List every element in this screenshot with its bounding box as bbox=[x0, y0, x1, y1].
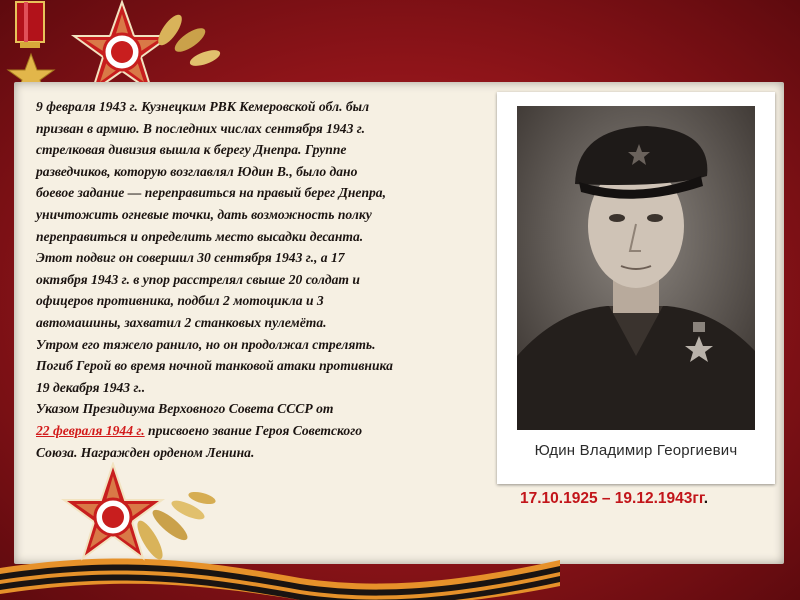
award-date-link[interactable]: 22 февраля 1944 г. bbox=[36, 422, 145, 438]
biography-text bbox=[36, 96, 506, 463]
story-line: призван в армию. В последних числах сентября 1943 г. bbox=[36, 120, 365, 136]
laurel-leaves-bottom-icon bbox=[130, 470, 220, 560]
story-line: боевое задание — переправиться на правый берег Днепра, bbox=[36, 185, 387, 201]
portrait-photo bbox=[517, 106, 755, 430]
lifespan-text: 17.10.1925 – 19.12.1943гг bbox=[520, 490, 704, 507]
story-line: Этот подвиг он совершил 30 сентября 1943 г., а 17 bbox=[36, 250, 345, 266]
story-line: стрелковая дивизия вышла к берегу Днепра. Группе bbox=[36, 142, 347, 158]
story-line: 19 декабря 1943 г.. bbox=[36, 379, 146, 395]
award-rest-text: присвоено звание Героя Советского bbox=[144, 422, 363, 438]
laurel-leaves-icon bbox=[150, 10, 230, 80]
story-line: переправиться и определить место высадки десанта. bbox=[36, 228, 364, 244]
story-line: автомашины, захватил 2 станковых пулемёта. bbox=[36, 314, 327, 330]
portrait-frame bbox=[497, 92, 775, 484]
story-line: уничтожить огневые точки, дать возможность полку bbox=[36, 206, 372, 222]
soldier-portrait-icon bbox=[517, 106, 755, 430]
story-line: Утром его тяжело ранило, но он продолжал стрелять. bbox=[36, 336, 376, 352]
portrait-caption: Юдин Владимир Георгиевич bbox=[534, 442, 738, 459]
award-line bbox=[36, 420, 506, 442]
story-line: Союза. Награжден орденом Ленина. bbox=[36, 444, 255, 460]
story-line: офицеров противника, подбил 2 мотоцикла и 3 bbox=[36, 293, 324, 309]
story-line: разведчиков, которую возглавлял Юдин В., было дано bbox=[36, 163, 358, 179]
story-line: октября 1943 г. в упор расстрелял свыше 20 солдат и bbox=[36, 271, 360, 287]
story-line: 9 февраля 1943 г. Кузнецким РВК Кемеровской обл. был bbox=[36, 99, 370, 114]
story-line: Погиб Герой во время ночной танковой атаки противника bbox=[36, 358, 393, 374]
story-line: Указом Президиума Верховного Совета СССР от bbox=[36, 401, 334, 417]
lifespan-dot: . bbox=[703, 490, 709, 507]
